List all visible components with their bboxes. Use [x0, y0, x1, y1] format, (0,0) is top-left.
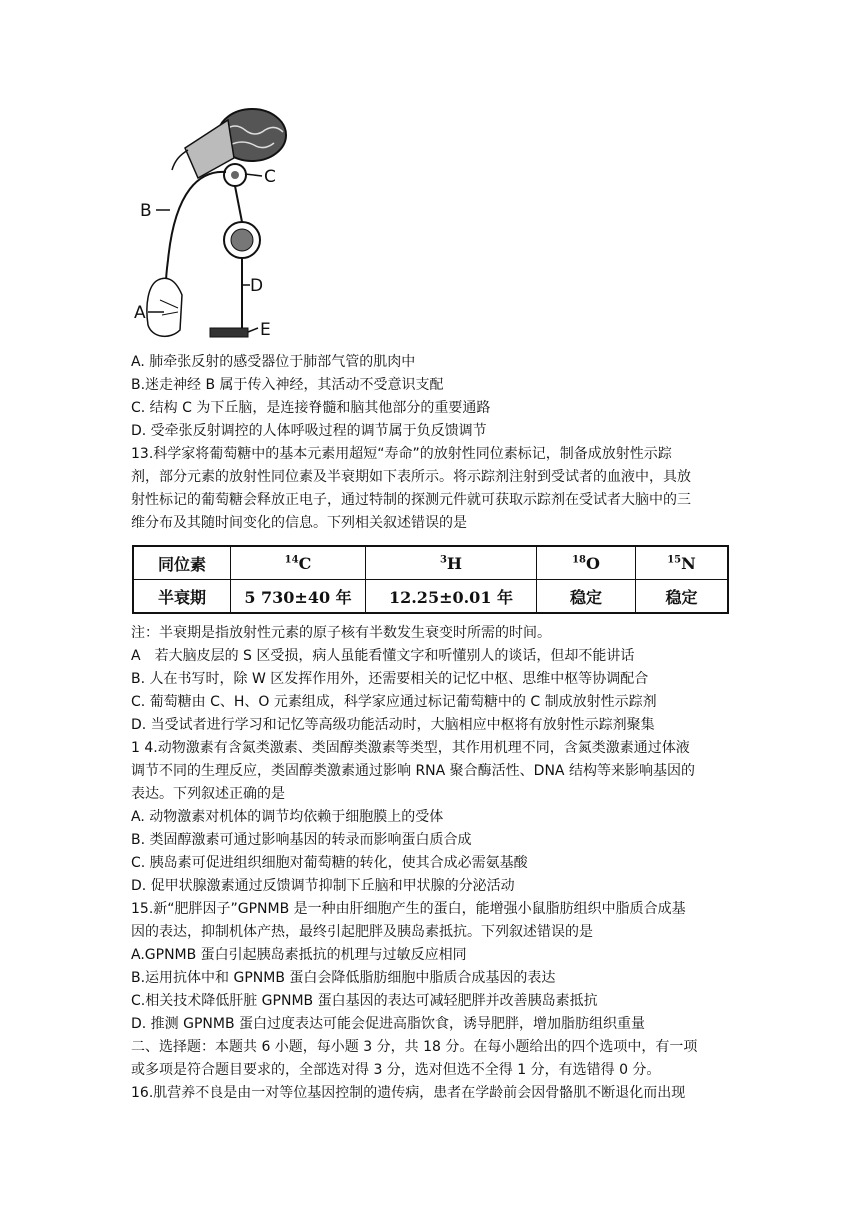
- reflex-diagram: [130, 100, 290, 345]
- effector-e: [210, 328, 248, 337]
- half-life-cell: 稳定: [636, 580, 729, 614]
- q13-stem-line: 射性标记的葡萄糖会释放正电子，通过特制的探测元件就可获取示踪剂在受试者大脑中的三: [131, 492, 691, 508]
- q12-option-d: D. 受牵张反射调控的人体呼吸过程的调节属于负反馈调节: [131, 423, 487, 439]
- q13-stem-line: 13.科学家将葡萄糖中的基本元素用超短“寿命”的放射性同位素标记，制备成放射性示踪: [131, 446, 672, 462]
- q13-option-a: A 若大脑皮层的 S 区受损，病人虽能看懂文字和听懂别人的谈话，但却不能讲话: [131, 648, 635, 664]
- q15-option-a: A.GPNMB 蛋白引起胰岛素抵抗的机理与过敏反应相同: [131, 947, 467, 963]
- q13-table-note: 注：半衰期是指放射性元素的原子核有半数发生衰变时所需的时间。: [131, 625, 551, 641]
- q14-option-c: C. 胰岛素可促进组织细胞对葡萄糖的转化，使其合成必需氨基酸: [131, 855, 528, 871]
- q13-option-c: C. 葡萄糖由 C、H、O 元素组成，科学家应通过标记葡萄糖中的 C 制成放射性示踪剂: [131, 694, 657, 710]
- q14-option-b: B. 类固醇激素可通过影响基因的转录而影响蛋白质合成: [131, 832, 472, 848]
- table-row: [133, 546, 728, 580]
- half-life-cell: 12.25±0.01 年: [366, 580, 537, 614]
- q13-stem-line: 剂，部分元素的放射性同位素及半衰期如下表所示。将示踪剂注射到受试者的血液中，具放: [131, 469, 691, 485]
- label-b: B: [140, 201, 152, 221]
- q15-stem-line: 因的表达，抑制机体产热，最终引起肥胖及胰岛素抵抗。下列叙述错误的是: [131, 924, 593, 940]
- q13-option-d: D. 当受试者进行学习和记忆等高级功能活动时，大脑相应中枢将有放射性示踪剂聚集: [131, 717, 655, 733]
- label-c: C: [264, 167, 276, 187]
- label-a: A: [134, 303, 146, 323]
- q14-stem-line: 调节不同的生理反应，类固醇类激素通过影响 RNA 聚合酶活性、DNA 结构等来影响基因的: [131, 763, 695, 779]
- q14-option-d: D. 促甲状腺激素通过反馈调节抑制下丘脑和甲状腺的分泌活动: [131, 878, 515, 894]
- q12-option-a: A. 肺牵张反射的感受器位于肺部气管的肌肉中: [131, 354, 416, 370]
- half-life-cell: 5 730±40 年: [231, 580, 366, 614]
- isotope-cell: $^3$H: [366, 546, 537, 580]
- q13-stem-line: 维分布及其随时间变化的信息。下列相关叙述错误的是: [131, 515, 467, 531]
- q15-stem-line: 15.新“肥胖因子”GPNMB 是一种由肝细胞产生的蛋白，能增强小鼠脂肪组织中脂质合成基: [131, 901, 686, 917]
- table-header-half-life: 半衰期: [133, 580, 231, 614]
- q15-option-c: C.相关技术降低肝脏 GPNMB 蛋白基因的表达可减轻肥胖并改善胰岛素抵抗: [131, 993, 598, 1009]
- section-instructions: 二、选择题：本题共 6 小题，每小题 3 分，共 18 分。在每小题给出的四个选项中，有一项: [131, 1039, 698, 1055]
- label-e: E: [260, 320, 271, 340]
- q12-option-c: C. 结构 C 为下丘脑，是连接脊髓和脑其他部分的重要通路: [131, 400, 491, 416]
- isotope-cell: $^{15}$N: [636, 546, 729, 580]
- table-row: [133, 580, 728, 614]
- table-header-isotope: 同位素: [133, 546, 231, 580]
- q13-option-b: B. 人在书写时，除 W 区发挥作用外，还需要相关的记忆中枢、思维中枢等协调配合: [131, 671, 649, 687]
- q14-option-a: A. 动物激素对机体的调节均依赖于细胞膜上的受体: [131, 809, 444, 825]
- section-instructions: 或多项是符合题目要求的，全部选对得 3 分，选对但选不全得 1 分，有选错得 0 分。: [131, 1062, 661, 1078]
- label-d: D: [250, 276, 264, 296]
- isotope-cell: $^{18}$O: [537, 546, 636, 580]
- half-life-cell: 稳定: [537, 580, 636, 614]
- isotope-table: [132, 545, 729, 614]
- q12-option-b: B.迷走神经 B 属于传入神经，其活动不受意识支配: [131, 377, 444, 393]
- q16-stem-line: 16.肌营养不良是由一对等位基因控制的遗传病，患者在学龄前会因骨骼肌不断退化而出现: [131, 1085, 686, 1101]
- q14-stem-line: 表达。下列叙述正确的是: [131, 786, 285, 802]
- isotope-cell: $^{14}$C: [231, 546, 366, 580]
- q15-option-b: B.运用抗体中和 GPNMB 蛋白会降低脂肪细胞中脂质合成基因的表达: [131, 970, 556, 986]
- q15-option-d: D. 推测 GPNMB 蛋白过度表达可能会促进高脂饮食，诱导肥胖，增加脂肪组织重量: [131, 1016, 646, 1032]
- q14-stem-line: 1 4.动物激素有含氮类激素、类固醇类激素等类型，其作用机理不同，含氮类激素通过体液: [131, 740, 690, 756]
